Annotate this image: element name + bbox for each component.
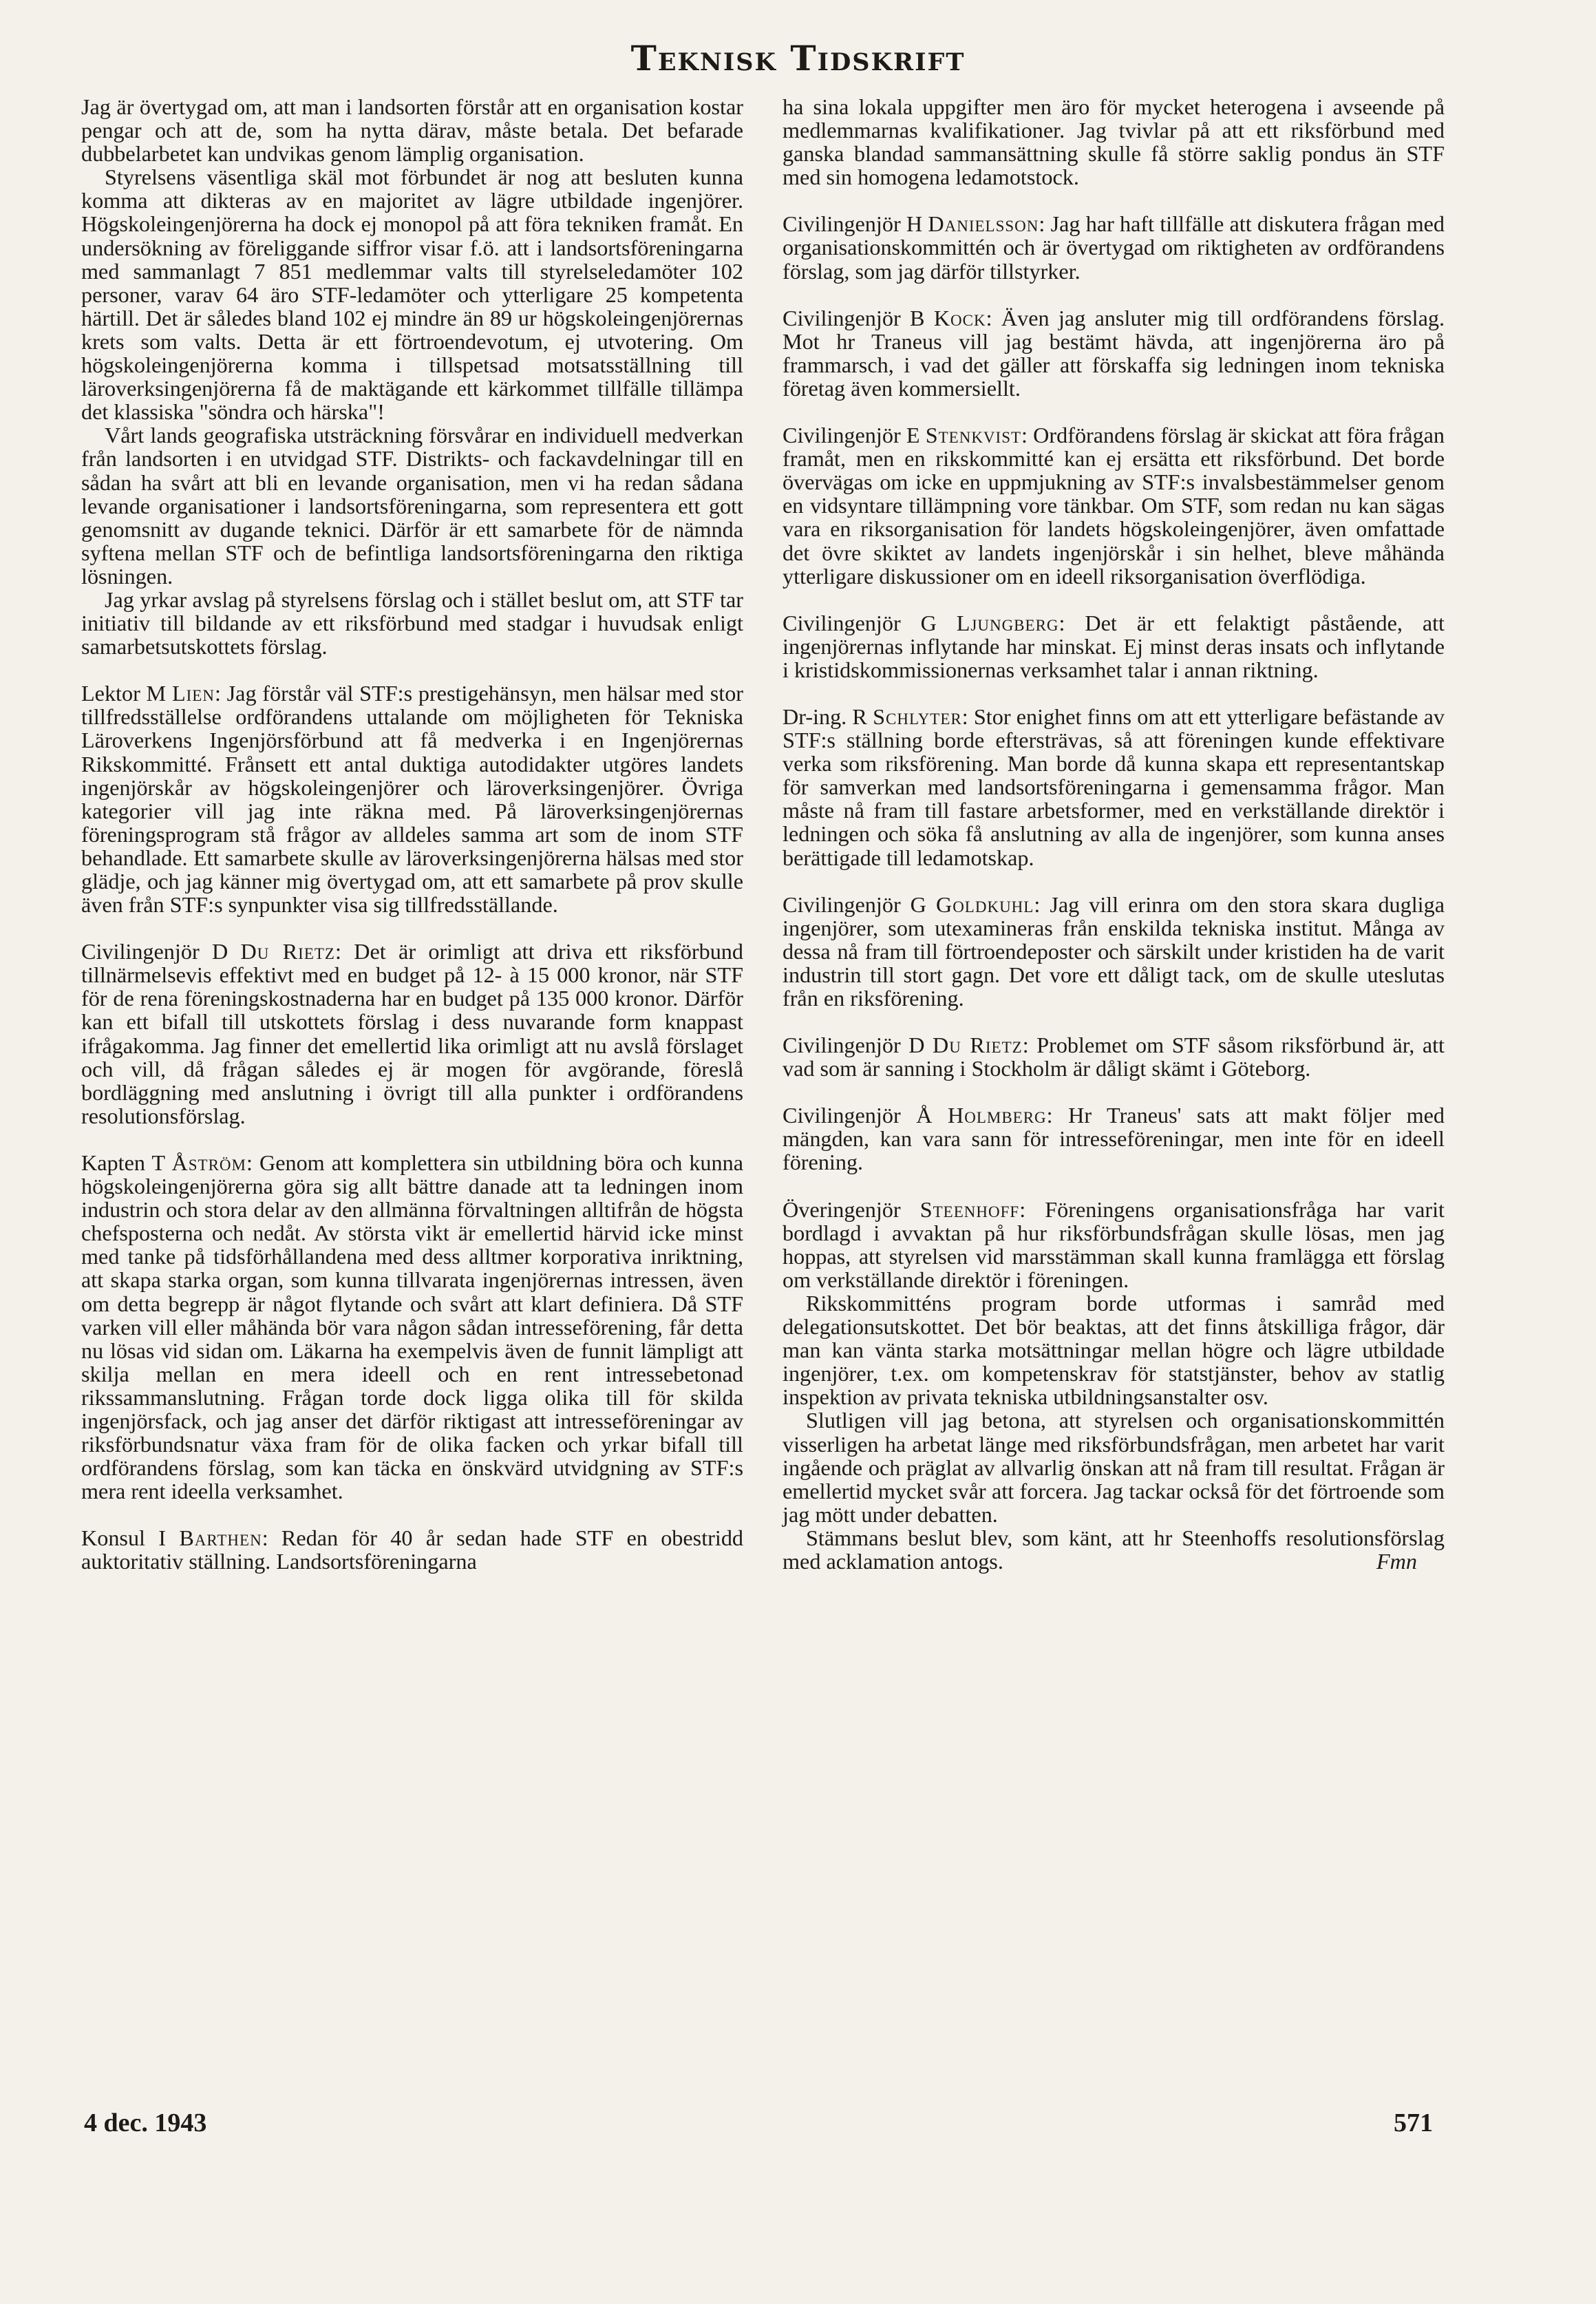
speaker-name: Steenhoff: [919, 1196, 1020, 1222]
paragraph-text: Styrelsens väsentliga skäl mot förbundet är nog att besluten kunna komma att dikteras av en majoritet av lägre utbildade ingenjörer. Högskoleingenjörerna ha dock ej monopol på att föra tekniken framåt. En undersökning av föreliggande siffror visar f.ö. att i landsortsföreningarna med sammanlagt 7 851 medlemmar valts till styrelseledamöter 102 personer, varav 64 äro STF-ledamöter och ytterligare 25 kompetenta härtill. Det är således bland 102 ej mindre än 89 ur högskoleingenjörernas krets som valts. Detta är ett förtroendevotum, ej utvotering. Om högskoleingenjörerna komma i tillspetsad motsatsställning till läroverksingenjörerna få de maktägande ett kärkommet tillfälle tillämpa det klassiska "söndra och härska"!: [81, 165, 743, 425]
speaker-text: : Stor enighet finns om att ett ytterligare befästande av STF:s ställning borde eftersträvas, så att föreningen kunde effektivare verka som riksförening. Man borde då kunna skapa ett representantskap för samverkan med landsortsföreningarna i gemensamma frågor. Man måste nå fram till fastare arbetsformer, med en verkställande direktör i ledningen och söka få anslutning av alla de ingenjörer, som kunna anses berättigade till ledamotskap.: [783, 704, 1445, 870]
paragraph-text: Slutligen vill jag betona, att styrelsen och organisationskommittén visserligen ha arbetat länge med riksförbundsfrågan, men arbetet har varit ingående och präglat av allvarlig önskan att nå fram till resultat. Frågan är emellertid mycket svår att forcera. Jag tackar också för det förtroende som jag mött under debatten.: [783, 1408, 1445, 1527]
speaker-paragraph: [81, 1151, 743, 1503]
speaker-name: Stenkvist: [925, 423, 1022, 448]
author-signature: Fmn: [1376, 1548, 1417, 1574]
speaker-text: : Problemet om STF såsom riksförbund är, att vad som är sanning i Stockholm är dåligt skämt i Göteborg.: [783, 1033, 1445, 1081]
speaker-paragraph: [783, 1033, 1445, 1080]
speaker-title: Civilingenjör D: [783, 1033, 933, 1058]
body-paragraph: [783, 1526, 1445, 1573]
body-paragraph: [81, 423, 743, 588]
speaker-title: Dr-ing. R: [783, 704, 873, 729]
speaker-name: Åström: [171, 1150, 246, 1175]
body-paragraph: [783, 1408, 1445, 1525]
speaker-name: Danielsson: [928, 211, 1039, 237]
speaker-text: : Ordförandens förslag är skickat att föra frågan framåt, men en rikskommitté kan ej ersätta ett riksförbund. Det borde övervägas om icke en uppmjukning av STF:s invalsbestämmelser genom en vidsyntare tillämpning vore tänkbar. Om STF, som redan nu kan sägas vara en riksorganisation för landets högskoleingenjörer, även omfattade det övre skiktet av landets ingenjörskår i sin helhet, bleve måhända ytterligare diskussioner om en ideell riksorganisation överflödiga.: [783, 423, 1445, 589]
speaker-title: Civilingenjör D: [81, 939, 241, 964]
issue-date: 4 dec. 1943: [84, 2109, 207, 2137]
body-paragraph: [81, 95, 743, 165]
speaker-title: Civilingenjör E: [783, 423, 926, 448]
speaker-paragraph: [783, 212, 1445, 282]
page-title: Teknisk Tidskrift: [630, 38, 966, 78]
left-column: [81, 95, 743, 1574]
speaker-paragraph: [783, 611, 1445, 681]
speaker-text: : Redan för 40 år sedan hade STF en obestridd auktoritativ ställning. Landsortsföreningarna: [81, 1525, 744, 1574]
body-paragraph: [81, 165, 743, 423]
speaker-paragraph: [783, 1103, 1445, 1174]
speaker-text: : Jag har haft tillfälle att diskutera frågan med organisationskommittén och är övertygad om riktigheten av ordförandens förslag, som jag därför tillstyrker.: [783, 211, 1445, 284]
speaker-paragraph: [783, 705, 1445, 869]
speaker-name: Ljungberg: [956, 610, 1059, 635]
speaker-title: Konsul I: [81, 1525, 180, 1551]
speaker-text: : Hr Traneus' sats att makt följer med mängden, kan vara sann för intresseföreningar, men inte för en ideell förening.: [783, 1103, 1445, 1175]
speaker-name: Du Rietz: [933, 1033, 1023, 1058]
speaker-title: Kapten T: [81, 1150, 172, 1175]
body-paragraph: [783, 95, 1445, 189]
speaker-name: Kock: [933, 305, 986, 330]
speaker-text: : Även jag ansluter mig till ordförandens förslag. Mot hr Traneus vill jag bestämt hävda, att ingenjörerna äro på frammarsch, i vad det gäller att förskaffa sig ledningen inom tekniska företag även kommersiellt.: [783, 305, 1445, 401]
body-paragraph: [81, 588, 743, 658]
speaker-paragraph: [783, 893, 1445, 1010]
paragraph-text: Rikskommitténs program borde utformas i samråd med delegationsutskottet. Det bör beaktas, att det finns åtskilliga frågor, där man kan vänta starka motsättningar mellan högre och lägre utbildade ingenjörer, t.ex. om kompetenskrav för statstjänster, behov av statlig inspektion av privata tekniska utbildningsanstalter osv.: [783, 1290, 1445, 1410]
paragraph-text: ha sina lokala uppgifter men äro för mycket heterogena i avseende på medlemmarnas kvalifikationer. Jag tvivlar på att ett riksförbund med ganska blandad sammansättning skulle få större saklig pondus än STF med sin homogena ledamotstock.: [783, 94, 1445, 190]
speaker-name: Holmberg: [947, 1103, 1047, 1128]
paragraph-text: Stämmans beslut blev, som känt, att hr Steenhoffs resolutionsförslag med acklamation antogs.: [783, 1525, 1445, 1574]
speaker-paragraph: [81, 940, 743, 1128]
speaker-name: Lien: [171, 681, 215, 706]
speaker-text: : Jag förstår väl STF:s prestigehänsyn, men hälsar med stor tillfredsställelse ordförandens uttalande om möjligheten för Tekniska Läroverkens Ingenjörsförbund att få medverka i en Ingenjörernas Rikskommitté. Frånsett ett antal duktiga autodidakter utgöres landets ingenjörskår av högskoleingenjörer och läroverksingenjörer. Övriga kategorier vill jag inte räkna med. På läroverksingenjörernas föreningsprogram stå frågor av alldeles samma art som de inom STF behandlade. Ett samarbete skulle av läroverksingenjörerna hälsas med stor glädje, och jag känner mig övertygad om, att ett samarbete på prov skulle även från STF:s synpunkter visa sig tillfredsställande.: [81, 681, 744, 918]
speaker-text: : Genom att komplettera sin utbildning böra och kunna högskoleingenjörerna göra sig allt bättre danade att ta ledningen inom industrin och stora delar av den allmänna förvaltningen alltifrån de högsta chefsposterna och nedåt. Av största vikt är emellertid härvid icke minst med tanke på tidsförhållandena med dess alltmer korporativa inriktning, att skapa starka organ, som kunna tillvarata ingenjörernas intressen, även om detta begrepp är något flytande och svårt att klart definiera. Då STF varken vill eller måhända bör vara någon sådan intresseförening, får detta nu lösas vid sidan om. Läkarna ha exempelvis även de funnit lämpligt att skilja mellan en mera ideell och en rent intressebetonad rikssammanslutning. Frågan torde dock ligga olika till för skilda ingenjörsfack, och jag anser det därför riktigast att intresseföreningar av riksförbundsnatur växa fram för de olika facken och yrkar bifall till ordförandens förslag, som kan täcka en önskvärd utvidgning av STF:s mera rent ideella verksamhet.: [81, 1150, 743, 1504]
speaker-name: Barthen: [179, 1525, 262, 1551]
speaker-title: Civilingenjör G: [783, 610, 957, 635]
right-column: [783, 95, 1445, 1573]
paragraph-text: Jag är övertygad om, att man i landsorten förstår att en organisation kostar pengar och att de, som ha nytta därav, måste betala. Det befarade dubbelarbetet kan undvikas genom lämplig organisation.: [81, 94, 743, 167]
body-paragraph: [783, 1291, 1445, 1408]
speaker-title: Överingenjör: [783, 1196, 920, 1222]
speaker-text: : Jag vill erinra om den stora skara dugliga ingenjörer, som utexamineras från enskilda tekniska institut. Många av dessa nå fram till förtroendeposter och särskilt under kristiden ha de varit industrin till stort gagn. Det vore ett dåligt tack, om de skulle uteslutas från en riksförening.: [783, 891, 1445, 1011]
speaker-text: : Det är orimligt att driva ett riksförbund tillnärmelsevis effektivt med en budget på 12- à 15 000 kronor, när STF för de rena föreningskostnaderna har en budget på 135 000 kronor. Därför kan ett bifall till utskottets förslag i dess nuvarande form knappast ifrågakomma. Jag finner det emellertid lika orimligt att nu avslå förslaget och vill, då frågan således ej är mogen för avgörande, föreslå bordläggning med anslutning i övrigt till alla punkter i ordförandens resolutionsförslag.: [81, 939, 743, 1128]
speaker-paragraph: [81, 1526, 743, 1573]
speaker-title: Lektor M: [81, 681, 172, 706]
speaker-paragraph: [81, 681, 743, 916]
speaker-paragraph: [783, 423, 1445, 588]
speaker-name: Du Rietz: [240, 939, 335, 964]
paragraph-text: Vårt lands geografiska utsträckning försvårar en individuell medverkan från landsorten i en utvidgad STF. Distrikts- och fackavdelningar till en sådan ha svårt att bli en levande organisation, men vi ha redan sådana levande organisationer i landsortsföreningarna, som representera ett gott genomsnitt av dugande teknici. Därför är ett samarbete för de nämnda syftena mellan STF och de befintliga landsortsföreningarna den riktiga lösningen.: [81, 423, 743, 589]
speaker-name: Schlyter: [873, 704, 962, 729]
speaker-paragraph: [783, 1198, 1445, 1291]
paragraph-text: Jag yrkar avslag på styrelsens förslag och i stället beslut om, att STF tar initiativ till bildande av ett riksförbund med stadgar i huvudsak enligt samarbetsutskottets förslag.: [81, 586, 743, 659]
speaker-name: Goldkuhl: [935, 891, 1034, 917]
speaker-text: : Det är ett felaktigt påstående, att ingenjörernas inflytande har minskat. Ej minst deras insats och inflytande i kristidskommissionernas verksamhet talar i annan riktning.: [783, 610, 1445, 682]
page-number: 571: [1394, 2109, 1433, 2137]
speaker-title: Civilingenjör G: [783, 891, 936, 917]
speaker-title: Civilingenjör H: [783, 211, 928, 237]
speaker-paragraph: [783, 306, 1445, 400]
speaker-text: : Föreningens organisationsfråga har varit bordlagd i avvaktan på hur riksförbundsfrågan skulle lösas, men jag hoppas, att styrelsen vid marsstämman skall kunna framlägga ett förslag om verkställande direktör i föreningen.: [783, 1196, 1445, 1292]
speaker-title: Civilingenjör B: [783, 305, 934, 330]
speaker-title: Civilingenjör Å: [783, 1103, 948, 1128]
